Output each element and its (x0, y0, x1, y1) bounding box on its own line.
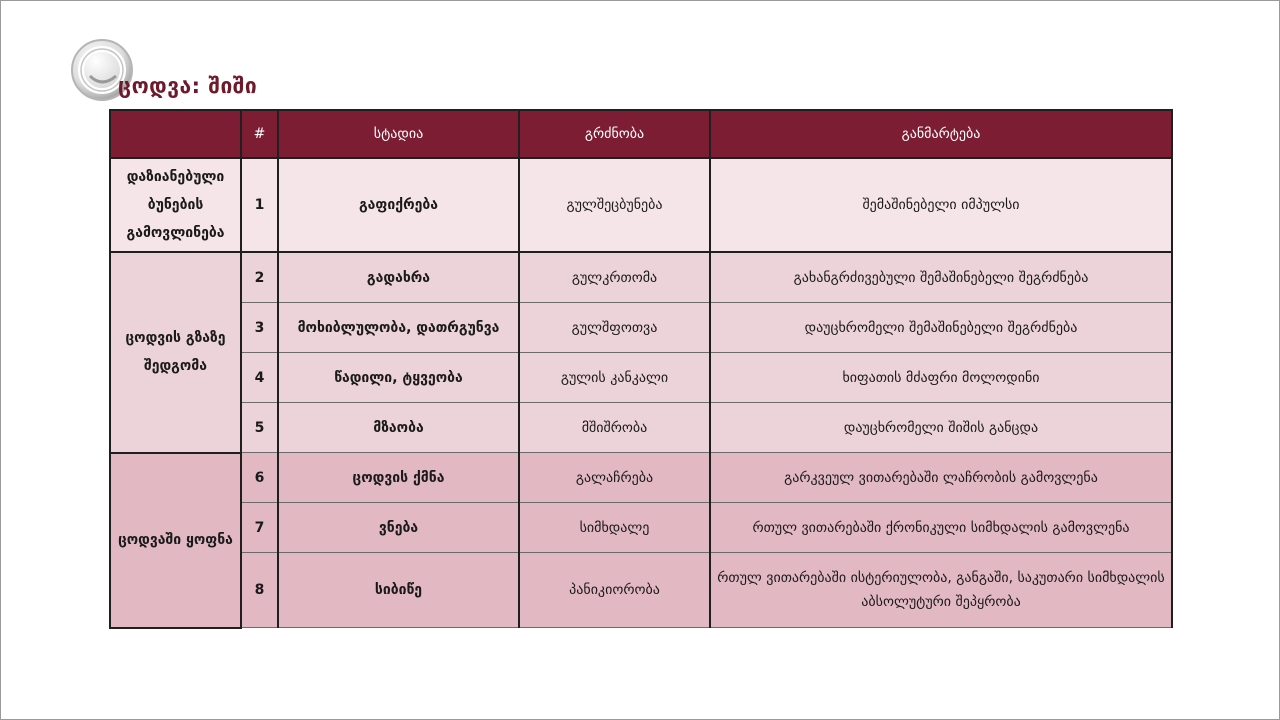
row-stage: გადახრა (278, 252, 519, 303)
table-row (110, 403, 1172, 453)
row-stage: მზაობა (278, 403, 519, 453)
group-label: დაზიანებული ბუნების გამოვლინება (110, 158, 241, 252)
row-number: 1 (241, 158, 278, 252)
table-row (110, 453, 1172, 503)
row-definition: გახანგრძივებული შემაშინებელი შეგრძნება (710, 252, 1172, 303)
column-header-stage: სტადია (278, 110, 519, 158)
table-row (110, 553, 1172, 628)
table-row (110, 503, 1172, 553)
row-number: 8 (241, 553, 278, 628)
row-stage: მოხიბლულობა, დათრგუნვა (278, 303, 519, 353)
column-header-feeling: გრძნობა (519, 110, 710, 158)
row-feeling: გულშფოთვა (519, 303, 710, 353)
table-header-row (110, 110, 1172, 158)
row-number: 6 (241, 453, 278, 503)
table-row (110, 303, 1172, 353)
row-definition: დაუცხრომელი შემაშინებელი შეგრძნება (710, 303, 1172, 353)
table-row (110, 252, 1172, 303)
row-stage: გაფიქრება (278, 158, 519, 252)
row-number: 5 (241, 403, 278, 453)
row-definition: რთულ ვითარებაში ქრონიკული სიმხდალის გამოვლენა (710, 503, 1172, 553)
page-title: ცოდვა: შიში (118, 74, 258, 98)
table-row (110, 158, 1172, 252)
row-definition: ხიფათის მძაფრი მოლოდინი (710, 353, 1172, 403)
row-feeling: გულის კანკალი (519, 353, 710, 403)
row-number: 3 (241, 303, 278, 353)
row-feeling: გულკრთომა (519, 252, 710, 303)
table-row (110, 353, 1172, 403)
row-definition: შემაშინებელი იმპულსი (710, 158, 1172, 252)
row-feeling: მშიშრობა (519, 403, 710, 453)
row-feeling: პანიკიორობა (519, 553, 710, 628)
group-label: ცოდვის გზაზე შედგომა (110, 252, 241, 453)
column-header-group (110, 110, 241, 158)
row-stage: წადილი, ტყვეობა (278, 353, 519, 403)
row-definition: რთულ ვითარებაში ისტერიულობა, განგაში, საკუთარი სიმხდალის აბსოლუტური შეპყრობა (710, 553, 1172, 628)
stages-table (109, 109, 1173, 629)
column-header-definition: განმარტება (710, 110, 1172, 158)
row-number: 2 (241, 252, 278, 303)
row-definition: გარკვეულ ვითარებაში ლაჩრობის გამოვლენა (710, 453, 1172, 503)
row-feeling: გულშეცბუნება (519, 158, 710, 252)
row-number: 7 (241, 503, 278, 553)
row-feeling: სიმხდალე (519, 503, 710, 553)
row-stage: ვნება (278, 503, 519, 553)
row-stage: ცოდვის ქმნა (278, 453, 519, 503)
column-header-number: # (241, 110, 278, 158)
row-definition: დაუცხრომელი შიშის განცდა (710, 403, 1172, 453)
group-label: ცოდვაში ყოფნა (110, 453, 241, 628)
row-stage: სიბიწე (278, 553, 519, 628)
row-number: 4 (241, 353, 278, 403)
row-feeling: გალაჩრება (519, 453, 710, 503)
